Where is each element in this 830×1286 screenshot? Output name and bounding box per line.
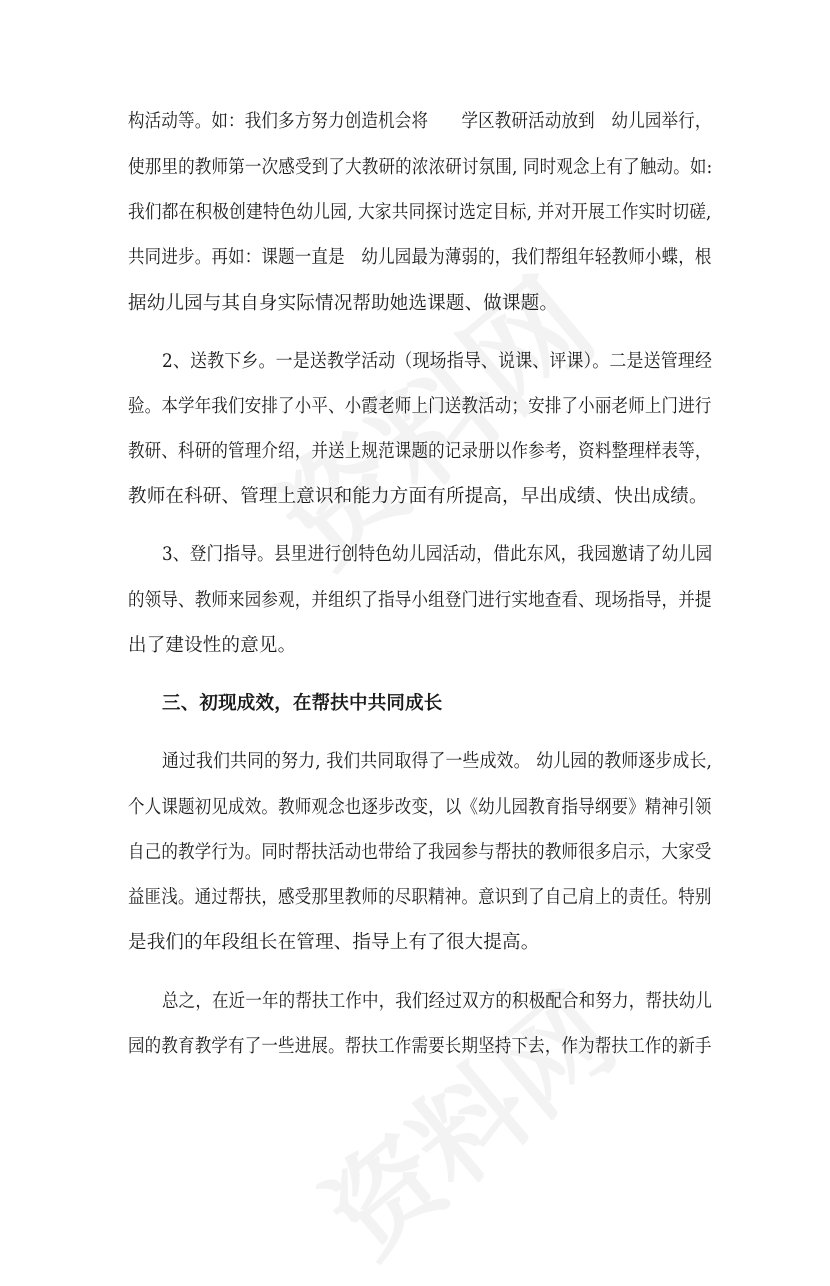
paragraph-line: 共同进步。再如：课题一直是 幼儿园最为薄弱的，我们帮组年轻教师小蝶，根 — [128, 247, 712, 268]
paragraph-line: 园的教育教学有了一些进展。帮扶工作需要长期坚持下去，作为帮扶工作的新手 — [128, 1036, 712, 1057]
paragraph-line: 出了建设性的意见。 — [128, 635, 297, 656]
paragraph-line: 通过我们共同的努力, 我们共同取得了一些成效。 幼儿园的教师逐步成长, — [162, 751, 713, 772]
paragraph-line: 我们都在积极创建特色幼儿园, 大家共同探讨选定目标, 并对开展工作实时切磋, — [128, 202, 712, 223]
paragraph-line: 自己的教学行为。同时帮扶活动也带给了我园参与帮扶的教师很多启示，大家受 — [128, 842, 712, 863]
paragraph-line: 教研、科研的管理介绍，并送上规范课题的记录册以作参考，资料整理样表等， — [128, 441, 712, 462]
paragraph-line: 2、送教下乡。一是送教学活动（现场指导、说课、评课）。二是送管理经 — [162, 351, 713, 372]
paragraph-line: 的领导、教师来园参观，并组织了指导小组登门进行实地查看、现场指导，并提 — [128, 590, 712, 611]
paragraph-line: 是我们的年段组长在管理、指导上有了很大提高。 — [128, 932, 540, 953]
paragraph-line: 教师在科研、管理上意识和能力方面有所提高，早出成绩、快出成绩。 — [128, 486, 708, 507]
paragraph-line: 验。本学年我们安排了小平、小霞老师上门送教活动；安排了小丽老师上门进行 — [128, 396, 712, 417]
paragraph-line: 个人课题初见成效。教师观念也逐步改变，以《幼儿园教育指导纲要》精神引领 — [128, 797, 712, 818]
paragraph-line: 使那里的教师第一次感受到了大教研的浓浓研讨氛围, 同时观念上有了触动。如: — [128, 157, 713, 178]
paragraph-line: 构活动等。如：我们多方努力创造机会将 学区教研活动放到 幼儿园举行， — [128, 111, 712, 132]
section-heading: 三、初现成效，在帮扶中共同成长 — [162, 693, 443, 714]
paragraph-line: 益匪浅。通过帮扶，感受那里教师的尽职精神。意识到了自己肩上的责任。特别 — [128, 887, 712, 908]
paragraph-line: 据幼儿园与其自身实际情况帮助她选课题、做课题。 — [128, 293, 559, 314]
paragraph-line: 总之，在近一年的帮扶工作中，我们经过双方的积极配合和努力，帮扶幼儿 — [162, 991, 713, 1012]
paragraph-line: 3、登门指导。县里进行创特色幼儿园活动，借此东风，我园邀请了幼儿园 — [162, 544, 713, 565]
